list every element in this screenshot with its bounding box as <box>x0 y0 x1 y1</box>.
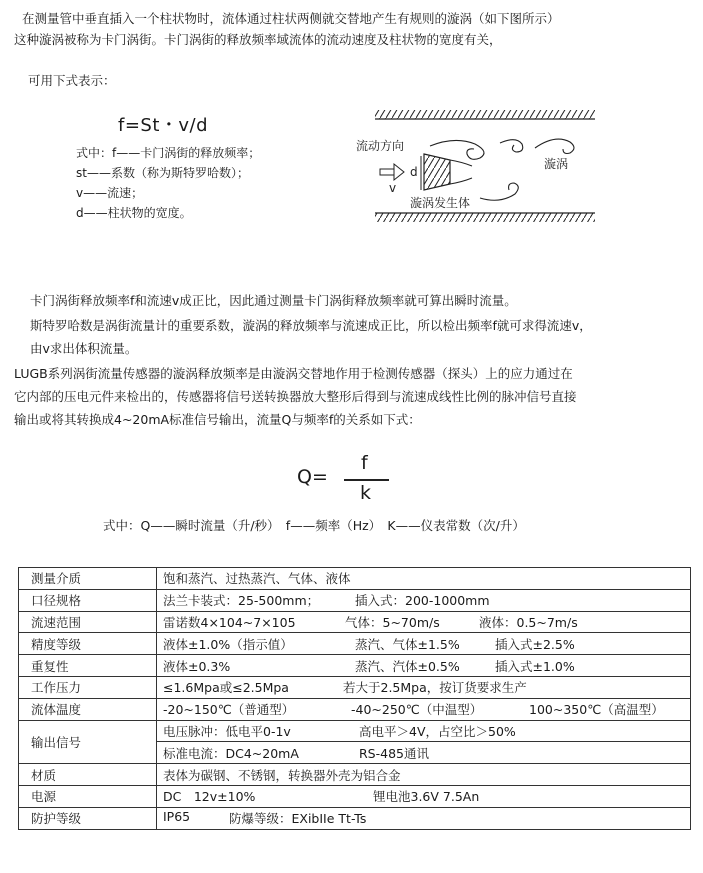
table-row <box>19 785 691 807</box>
spec-value-text: 饱和蒸汽、过热蒸汽、气体、液体 <box>163 571 351 587</box>
spec-label: 流速范围 <box>19 611 157 633</box>
table-row <box>19 698 691 720</box>
spec-value-text: -20~150℃（普通型） <box>163 702 295 718</box>
spec-value <box>157 589 691 611</box>
spec-value-text: 蒸汽、汽体±0.5% <box>355 658 460 674</box>
spec-value-text: 若大于2.5Mpa，按订货要求生产 <box>343 680 527 696</box>
spec-value-text: 液体±1.0%（指示值） <box>163 636 293 652</box>
table-row <box>19 807 691 829</box>
definition-st: st——系数（称为斯特罗哈数）； <box>76 166 249 180</box>
spec-value-text: 电压脉冲：低电平0-1v <box>163 723 291 739</box>
spec-value-text: ≤1.6Mpa或≤2.5Mpa <box>163 680 289 696</box>
spec-value <box>157 611 691 633</box>
spec-value-text: -40~250℃（中温型） <box>351 702 483 718</box>
flow-arrow-icon <box>380 164 404 180</box>
spec-value-text: 气体：5~70m/s <box>345 614 440 630</box>
spec-value-text: 高电平＞4V，占空比＞50% <box>359 723 516 739</box>
paragraph-2a: 斯特罗哈数是涡街流量计的重要系数，漩涡的释放频率与流速成正比，所以检出频率f就可求得流速v， <box>30 318 592 333</box>
spec-value-text: 雷诺数4×104~7×105 <box>163 614 296 630</box>
spec-label: 输出信号 <box>19 720 157 764</box>
spec-value-text: 插入式：200-1000mm <box>355 593 490 609</box>
table-row <box>19 676 691 698</box>
formula-q-denominator: k <box>360 482 372 504</box>
formula-definitions <box>76 143 260 223</box>
spec-value-text: 插入式±1.0% <box>495 658 575 674</box>
definition-d: d——柱状物的宽度。 <box>76 206 192 220</box>
spec-label: 重复性 <box>19 655 157 677</box>
vortex-diagram <box>350 108 600 233</box>
spec-value <box>157 785 691 807</box>
spec-label: 口径规格 <box>19 589 157 611</box>
paragraph-1: 卡门涡街释放频率f和流速v成正比，因此通过测量卡门涡街释放频率就可算出瞬时流量。 <box>30 293 517 308</box>
formula-q-numerator: f <box>361 452 368 474</box>
spec-label: 防护等级 <box>19 807 157 829</box>
pipe-wall-top <box>375 110 595 119</box>
spec-label: 精度等级 <box>19 633 157 655</box>
spec-value-text: 蒸汽、气体±1.5% <box>355 636 460 652</box>
spec-value <box>157 655 691 677</box>
spec-value-text: 液体：0.5~7m/s <box>479 614 578 630</box>
formula-q-lhs: Q= <box>297 466 328 488</box>
spec-value <box>157 742 691 764</box>
spec-label: 测量介质 <box>19 568 157 590</box>
spec-label: 材质 <box>19 764 157 786</box>
definition-v: v——流速； <box>76 186 144 200</box>
spec-value-text: IP65 <box>163 809 191 825</box>
spec-value-text: 100~350℃（高温型） <box>529 702 664 718</box>
spec-value-text: 插入式±2.5% <box>495 636 575 652</box>
table-row <box>19 589 691 611</box>
spec-table <box>18 567 691 830</box>
vortex-label: 漩涡 <box>544 157 569 171</box>
velocity-label: v <box>389 181 397 195</box>
formula-strouhal: f=St・v/d <box>118 115 209 136</box>
spec-value-text: 标准电流：DC4~20mA <box>163 745 299 761</box>
table-row <box>19 633 691 655</box>
spec-value-text: 法兰卡装式：25-500mm； <box>163 593 320 609</box>
formula-q-where: 式中：Q——瞬时流量（升/秒） f——频率（Hz） K——仪表常数（次/升） <box>103 518 525 533</box>
table-row <box>19 764 691 786</box>
spec-value <box>157 720 691 742</box>
spec-label: 流体温度 <box>19 698 157 720</box>
spec-value <box>157 676 691 698</box>
spec-value-text: 锂电池3.6V 7.5An <box>373 789 480 805</box>
spec-label: 工作压力 <box>19 676 157 698</box>
paragraph-3c: 输出或将其转换成4~20mA标准信号输出，流量Q与频率f的关系如下式： <box>14 412 421 427</box>
spec-label: 电源 <box>19 785 157 807</box>
flow-direction-label: 流动方向 <box>356 139 405 153</box>
paragraph-3a: LUGB系列涡街流量传感器的漩涡释放频率是由漩涡交替地作用于检测传感器（探头）上的应力通过在 <box>14 366 573 381</box>
generator-label: 漩涡发生体 <box>410 196 471 210</box>
paragraph-2b: 由v求出体积流量。 <box>30 341 138 356</box>
intro-line-1: 在测量管中垂直插入一个柱状物时，流体通过柱状两侧就交替地产生有规则的漩涡（如下图所示） <box>22 11 560 26</box>
spec-value-text: DC 12v±10% <box>163 789 256 805</box>
definition-f: 式中：f——卡门涡街的释放频率； <box>76 146 261 160</box>
table-row <box>19 568 691 590</box>
spec-value <box>157 568 691 590</box>
spec-value <box>157 633 691 655</box>
table-row <box>19 720 691 742</box>
intro-line-2: 这种漩涡被称为卡门涡街。卡门涡街的释放频率域流体的流动速度及柱状物的宽度有关， <box>14 32 502 47</box>
bluff-body <box>424 154 450 190</box>
spec-value-text: 防爆等级：EXibIIe Tt-Ts <box>229 811 367 827</box>
spec-value <box>157 698 691 720</box>
spec-value-text: 液体±0.3% <box>163 658 231 674</box>
spec-value <box>157 807 691 829</box>
pipe-wall-bottom <box>375 213 595 222</box>
spec-value-text: RS-485通讯 <box>359 745 429 761</box>
table-row <box>19 611 691 633</box>
paragraph-3b: 它内部的压电元件来检出的，传感器将信号送转换器放大整形后得到与流速成线性比例的脉冲信号直接 <box>14 389 577 404</box>
table-row <box>19 655 691 677</box>
spec-value <box>157 764 691 786</box>
formula-fraction-bar <box>344 479 389 481</box>
spec-value-text: 表体为碳钢、不锈钢，转换器外壳为铝合金 <box>163 767 401 783</box>
intro-expressed: 可用下式表示： <box>28 73 116 88</box>
width-label: d <box>410 165 418 179</box>
